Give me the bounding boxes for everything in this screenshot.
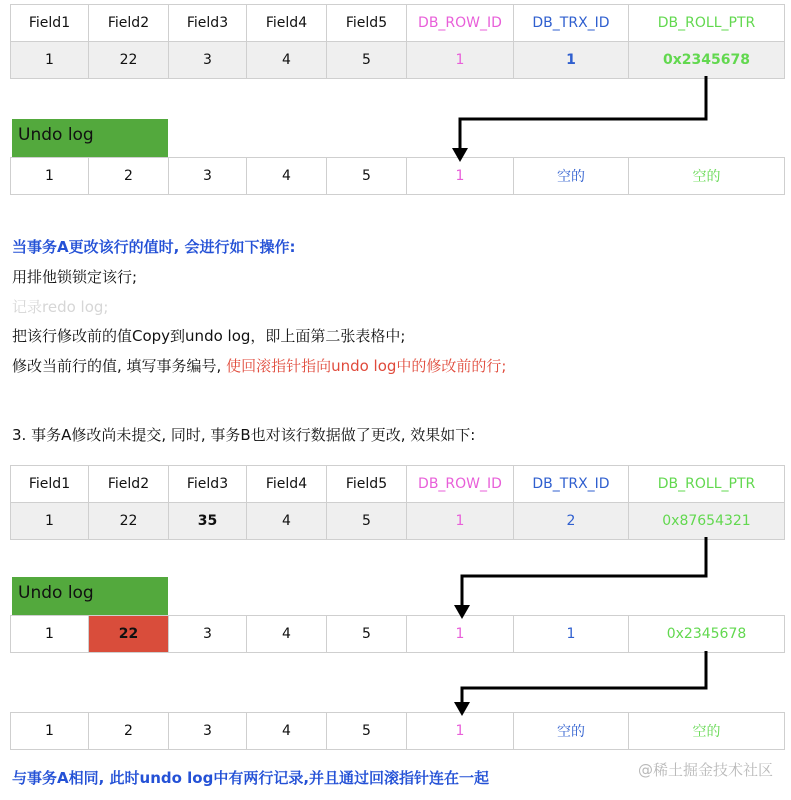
header-field4: Field4 [247, 5, 327, 42]
cell-field1: 1 [11, 503, 89, 540]
header-field4: Field4 [247, 466, 327, 503]
footer-summary: 与事务A相同, 此时undo log中有两行记录,并且通过回滚指针连在一起 [12, 769, 490, 787]
cell-field1: 1 [11, 42, 89, 79]
cell-field5: 5 [327, 42, 407, 79]
section1-line-1: 用排他锁锁定该行; [12, 268, 138, 286]
undo-log-label-2: Undo log [12, 577, 168, 617]
undo-log-label-1: Undo log [12, 119, 168, 159]
section1-line-4-prefix: 修改当前行的值, 填写事务编号, [12, 357, 227, 375]
header-db-trx-id: DB_TRX_ID [514, 5, 629, 42]
cell-field2-old: 22 [89, 616, 169, 653]
cell-db-roll-ptr: 空的 [629, 713, 785, 750]
cell-db-roll-ptr: 空的 [629, 158, 785, 195]
cell-field3: 3 [169, 713, 247, 750]
header-db-row-id: DB_ROW_ID [407, 5, 514, 42]
cell-field4: 4 [247, 616, 327, 653]
cell-db-trx-id: 2 [514, 503, 629, 540]
cell-db-roll-ptr: 0x2345678 [629, 616, 785, 653]
header-field2: Field2 [89, 466, 169, 503]
cell-field5: 5 [327, 503, 407, 540]
cell-field1: 1 [11, 713, 89, 750]
roll-pointer-arrow-3 [462, 651, 706, 704]
arrowhead-2 [454, 605, 470, 619]
cell-field3-changed: 35 [169, 503, 247, 540]
header-field5: Field5 [327, 5, 407, 42]
header-field1: Field1 [11, 5, 89, 42]
cell-field5: 5 [327, 158, 407, 195]
cell-db-trx-id: 1 [514, 42, 629, 79]
cell-db-row-id: 1 [407, 616, 514, 653]
section1-line-4-highlight: 使回滚指针指向undo log中的修改前的行; [226, 357, 507, 375]
cell-field3: 3 [169, 158, 247, 195]
cell-db-roll-ptr: 0x2345678 [629, 42, 785, 79]
cell-field2-changed: 22 [89, 42, 169, 79]
cell-db-trx-id: 空的 [514, 713, 629, 750]
cell-field4: 4 [247, 42, 327, 79]
cell-db-trx-id: 空的 [514, 158, 629, 195]
header-db-row-id: DB_ROW_ID [407, 466, 514, 503]
section1-heading: 当事务A更改该行的值时, 会进行如下操作: [12, 238, 296, 256]
roll-pointer-arrow-2 [462, 537, 706, 607]
watermark: @稀土掘金技术社区 [637, 761, 773, 779]
cell-field4: 4 [247, 503, 327, 540]
cell-field1: 1 [11, 616, 89, 653]
cell-db-trx-id: 1 [514, 616, 629, 653]
cell-db-roll-ptr: 0x87654321 [629, 503, 785, 540]
header-field2: Field2 [89, 5, 169, 42]
cell-field3: 3 [169, 616, 247, 653]
cell-db-row-id: 1 [407, 713, 514, 750]
cell-field2: 2 [89, 158, 169, 195]
cell-field5: 5 [327, 713, 407, 750]
cell-field2: 2 [89, 713, 169, 750]
cell-field3: 3 [169, 42, 247, 79]
section1-line-3: 把该行修改前的值Copy到undo log，即上面第二张表格中; [12, 327, 406, 345]
cell-db-row-id: 1 [407, 503, 514, 540]
arrowhead-3 [454, 702, 470, 716]
header-db-roll-ptr: DB_ROLL_PTR [629, 5, 785, 42]
header-field5: Field5 [327, 466, 407, 503]
header-field1: Field1 [11, 466, 89, 503]
roll-pointer-arrow-1 [460, 76, 706, 150]
section1-line-2: 记录redo log; [12, 298, 109, 316]
cell-db-row-id: 1 [407, 158, 514, 195]
cell-field2: 22 [89, 503, 169, 540]
section2-heading: 3. 事务A修改尚未提交, 同时, 事务B也对该行数据做了更改, 效果如下: [12, 426, 476, 444]
header-field3: Field3 [169, 466, 247, 503]
cell-field5: 5 [327, 616, 407, 653]
cell-field4: 4 [247, 713, 327, 750]
header-field3: Field3 [169, 5, 247, 42]
header-db-trx-id: DB_TRX_ID [514, 466, 629, 503]
arrowhead-1 [452, 148, 468, 162]
cell-db-row-id: 1 [407, 42, 514, 79]
cell-field1: 1 [11, 158, 89, 195]
header-db-roll-ptr: DB_ROLL_PTR [629, 466, 785, 503]
cell-field4: 4 [247, 158, 327, 195]
